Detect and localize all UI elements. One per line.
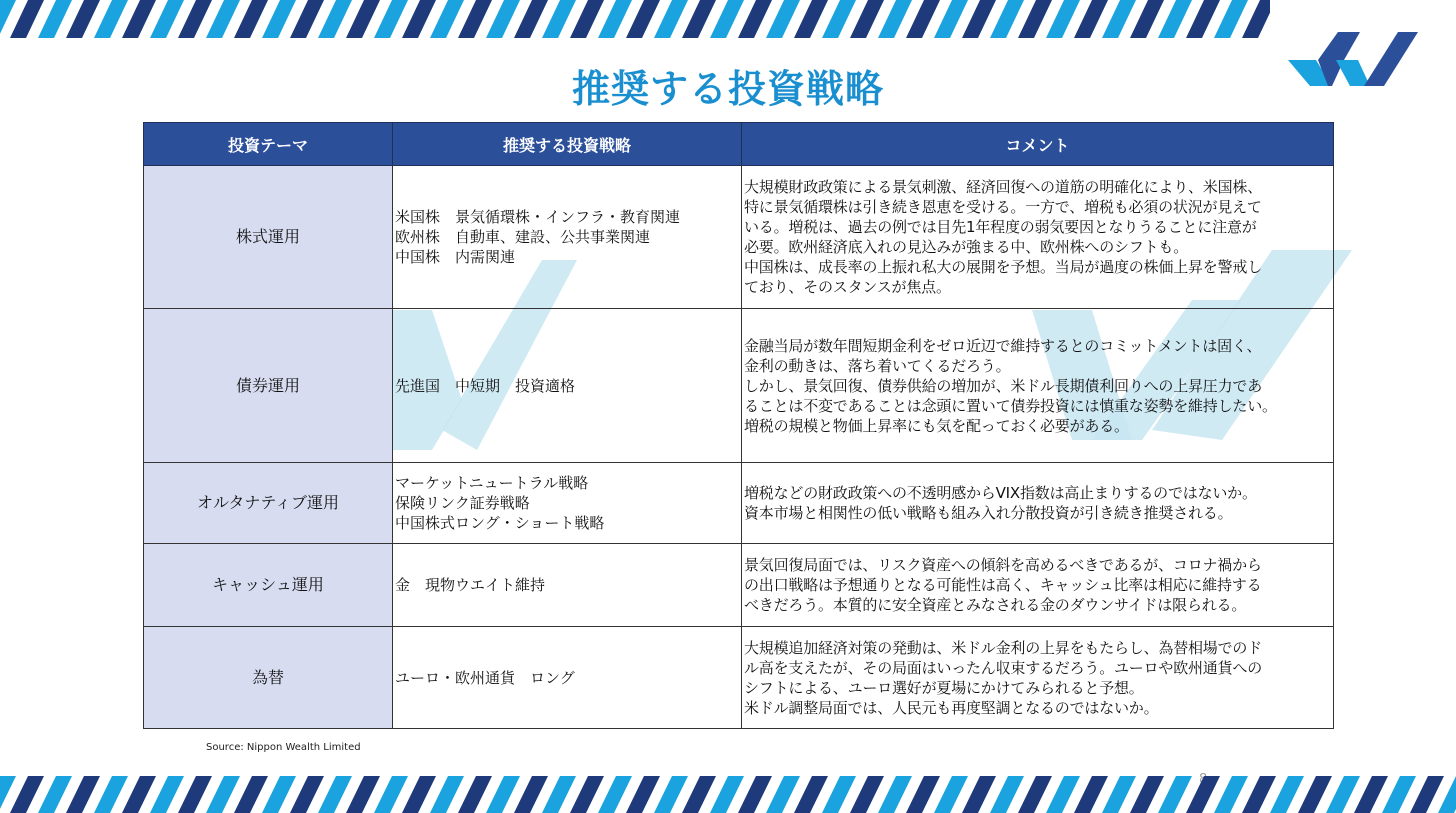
strategy-cell	[393, 309, 742, 463]
comment-line: ル高を支えたが、その局面はいったん収束するだろう。ユーロや欧州通貨への	[744, 658, 1263, 677]
comment-line: 金融当局が数年間短期金利をゼロ近辺で維持するとのコミットメントは固く、	[744, 336, 1262, 355]
table-row	[144, 166, 1334, 309]
theme-cell: 為替	[144, 627, 393, 729]
comment-line: べきだろう。本質的に安全資産とみなされる金のダウンサイドは限られる。	[744, 596, 1247, 614]
comment-line: 増税の規模と物価上昇率にも気を配っておく必要がある。	[744, 416, 1129, 435]
comment-line: ることは不変であることは念頭に置いて債券投資には慎重な姿勢を維持したい。	[744, 396, 1277, 415]
strategy-cell	[393, 463, 742, 544]
strategy-line: 保険リンク証券戦略	[395, 494, 530, 512]
comment-line: しかし、景気回復、債券供給の増加が、米ドル長期債利回りへの上昇圧力であ	[744, 376, 1263, 395]
column-header-comment: コメント	[742, 123, 1334, 166]
theme-cell: キャッシュ運用	[144, 544, 393, 627]
page-title: 推奨する投資戦略	[571, 67, 884, 111]
strategy-cell	[393, 544, 742, 627]
investment-strategy-table	[143, 122, 1334, 729]
strategy-line: 欧州株 自動車、建設、公共事業関連	[395, 228, 651, 246]
table-row	[144, 309, 1334, 463]
theme-cell: 債券運用	[144, 309, 393, 463]
strategy-line: 中国株式ロング・ショート戦略	[395, 514, 605, 532]
strategy-cell	[393, 627, 742, 729]
strategy-line: 先進国 中短期 投資適格	[395, 376, 576, 395]
strategy-line: 金 現物ウエイト維持	[395, 576, 546, 594]
table-header-row	[144, 123, 1334, 166]
comment-line: 金利の動きは、落ち着いてくるだろう。	[744, 356, 1011, 375]
comment-line: 資本市場と相関性の低い戦略も組み入れ分散投資が引き続き推奨される。	[744, 504, 1233, 522]
comment-cell	[742, 544, 1334, 627]
strategy-cell	[393, 166, 742, 309]
top-stripe-band	[0, 0, 1456, 38]
table-row	[144, 544, 1334, 627]
column-header-strategy: 推奨する投資戦略	[393, 123, 742, 166]
comment-cell	[742, 309, 1334, 463]
comment-line: 増税などの財政政策への不透明感からVIX指数は高止まりするのではないか。	[744, 484, 1257, 502]
comment-line: いる。増税は、過去の例では目先1年程度の弱気要因となりうることに注意が	[744, 218, 1257, 236]
comment-line: シフトによる、ユーロ選好が夏場にかけてみられると予想。	[744, 678, 1144, 697]
theme-cell: オルタナティブ運用	[144, 463, 393, 544]
comment-line: 大規模追加経済対策の発動は、米ドル金利の上昇をもたらし、為替相場でのド	[744, 638, 1263, 657]
comment-cell	[742, 463, 1334, 544]
strategy-line: 米国株 景気循環株・インフラ・教育関連	[395, 208, 681, 226]
comment-line: 景気回復局面では、リスク資産への傾斜を高めるべきであるが、コロナ禍から	[744, 556, 1262, 574]
table-row	[144, 627, 1334, 729]
comment-line: 大規模財政政策による景気刺激、経済回復への道筋の明確化により、米国株、	[744, 178, 1263, 196]
strategy-line: ユーロ・欧州通貨 ロング	[395, 668, 575, 687]
theme-cell: 株式運用	[144, 166, 393, 309]
strategy-line: マーケットニュートラル戦略	[395, 474, 589, 492]
column-header-theme: 投資テーマ	[144, 123, 393, 166]
comment-line: の出口戦略は予想通りとなる可能性は高く、キャッシュ比率は相応に維持する	[744, 576, 1262, 594]
comment-line: 特に景気循環株は引き続き恩恵を受ける。一方で、増税も必須の状況が見えて	[744, 198, 1262, 216]
comment-line: 必要。欧州経済底入れの見込みが強まる中、欧州株へのシフトも。	[744, 238, 1189, 256]
table-row	[144, 463, 1334, 544]
comment-line: ており、そのスタンスが焦点。	[744, 278, 951, 296]
strategy-line: 中国株 内需関連	[395, 248, 516, 266]
bottom-stripe-band	[0, 776, 1456, 813]
comment-line: 米ドル調整局面では、人民元も再度堅調となるのではないか。	[744, 698, 1159, 717]
comment-cell	[742, 166, 1334, 309]
source-note: Source: Nippon Wealth Limited	[206, 742, 361, 753]
comment-line: 中国株は、成長率の上振れ私大の展開を予想。当局が過度の株価上昇を警戒し	[744, 258, 1263, 276]
comment-cell	[742, 627, 1334, 729]
